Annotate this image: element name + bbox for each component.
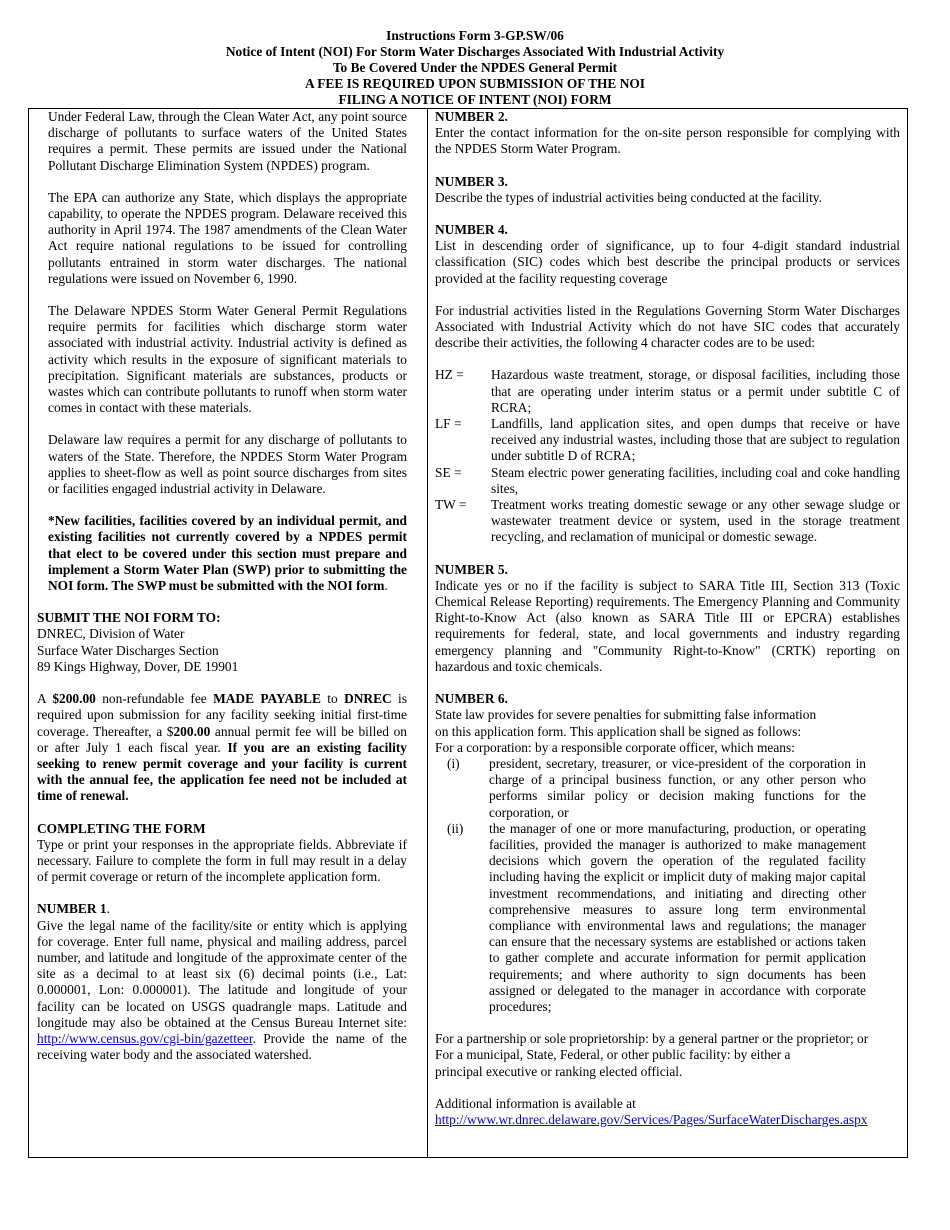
number-6-line-2: on this application form. This application shall be signed as follows: (435, 723, 802, 739)
code-key: LF = (435, 416, 462, 432)
fee-text-d: is required upon submission for any facility seeking initial first-time coverage. Thereafter, a $ (37, 691, 407, 739)
list-item (435, 367, 900, 416)
completing-heading: COMPLETING THE FORM (37, 820, 206, 836)
address-line-2: Surface Water Discharges Section (37, 642, 219, 658)
municipal-line-2: principal executive or ranking elected official. (435, 1063, 683, 1079)
form-subtitle: To Be Covered Under the NPDES General Permit (332, 60, 618, 75)
number-6-line-1: State law provides for severe penalties for submitting false information (435, 707, 817, 723)
list-item (435, 756, 900, 821)
roman-numeral: (i) (447, 755, 460, 771)
code-key: TW = (435, 497, 467, 513)
number-3-heading: NUMBER 3. (435, 173, 508, 189)
number-1-body: Give the legal name of the facility/site or entity which is applying for coverage. Enter full name, physical and mailing address, parcel number, and latitude and longitude of the approximate center of the site as a decimal to at least six (6) decimal points (i.e., Lat: 0.000001, Lon: 0.000001). The latitude and longitude of your facility can be located on USGS quadrangle maps. Latitude and longitude may also be obtained at the Census Bureau Internet site: (37, 917, 407, 1030)
fee-text-e: annual permit fee will be billed on or after July 1 each fiscal year. (37, 723, 407, 755)
right-column (435, 109, 900, 1128)
annual-fee-amount: 200.00 (173, 723, 211, 739)
fee-text-c: to (320, 691, 345, 707)
section-title: FILING A NOTICE OF INTENT (NOI) FORM (338, 92, 612, 107)
code-description: Steam electric power generating facilities, including coal and coke handling sites, (491, 464, 900, 496)
number-4-text-2: For industrial activities listed in the Regulations Governing Storm Water Discharges Associated with Industrial Activity which do not have SIC codes that accurately describe their activities, the following 4 character codes are to be used: (435, 302, 900, 351)
fee-notice: A FEE IS REQUIRED UPON SUBMISSION OF THE NOI (304, 76, 646, 91)
number-1-heading-row (37, 901, 407, 917)
roman-numeral: (ii) (447, 820, 464, 836)
number-2-heading: NUMBER 2. (435, 109, 508, 124)
delaware-law-paragraph: Delaware law requires a permit for any discharge of pollutants to waters of the State. Therefore, the NPDES Storm Water Program applies to sheet-flow as well as point source discharges from sites or facilities engaged industrial activity in Delaware. (48, 432, 407, 497)
fee-payable: MADE PAYABLE (213, 691, 321, 707)
form-header (0, 28, 950, 108)
number-6-heading: NUMBER 6. (435, 691, 508, 707)
renewal-fee-notice: If you are an existing facility seeking to renew permit coverage and your facility is current with the annual fee, the application fee need not be included at time of renewal. (37, 739, 407, 804)
number-5-heading: NUMBER 5. (435, 561, 508, 577)
instructions-frame (28, 108, 908, 1158)
surface-water-discharges-link[interactable]: http://www.wr.dnrec.delaware.gov/Services/Pages/SurfaceWaterDischarges.aspx (435, 1111, 868, 1127)
number-1-heading: NUMBER 1 (37, 901, 107, 917)
number-4-text: List in descending order of significance, up to four 4-digit standard industrial classification (SIC) codes which best describe the principal products or services provided at the facility requesting coverage (435, 238, 900, 286)
list-item (435, 416, 900, 465)
fee-paragraph (37, 691, 407, 804)
left-column (37, 109, 407, 1063)
number-1-end: . Provide the name of the receiving water body and the associated watershed. (37, 1030, 407, 1063)
address-line-3: 89 Kings Highway, Dover, DE 19901 (37, 658, 239, 674)
form-number-title: Instructions Form 3-GP.SW/06 (386, 28, 564, 43)
delaware-regulations-paragraph: The Delaware NPDES Storm Water General Permit Regulations require permits for facilities which discharge storm water associated with industrial activity. Industrial activity is defined as activity which results in the exposure of significant materials to precipitation. Significant materials are substances, products or wastes which can contribute pollutants to runoff when storm water comes in contact with these materials. (48, 303, 407, 416)
number-6-line-3: For a corporation: by a responsible corporate officer, which means: (435, 739, 795, 755)
submit-heading: SUBMIT THE NOI FORM TO: (37, 610, 221, 626)
number-1-text (37, 918, 407, 1064)
code-key: HZ = (435, 367, 464, 383)
fee-amount: $200.00 (52, 691, 96, 707)
fee-text-a: A (37, 691, 53, 707)
code-key: SE = (435, 464, 462, 480)
address-line-1: DNREC, Division of Water (37, 626, 185, 642)
new-facilities-notice (37, 513, 407, 594)
number-3-text: Describe the types of industrial activities being conducted at the facility. (435, 189, 822, 205)
form-title: Notice of Intent (NOI) For Storm Water Discharges Associated With Industrial Activity (225, 44, 725, 59)
number-2-text: Enter the contact information for the on-site person responsible for complying with the NPDES Storm Water Program. (435, 125, 900, 157)
partnership-text: For a partnership or sole proprietorship: by a general partner or the proprietor; or (435, 1031, 869, 1047)
corporate-officer-list (435, 756, 900, 1015)
list-item (435, 465, 900, 497)
number-1-dot: . (106, 901, 110, 917)
new-facilities-period: . (384, 578, 388, 594)
list-item (435, 497, 900, 546)
additional-info-text: Additional information is available at (435, 1095, 636, 1111)
column-divider (427, 109, 428, 1157)
activity-codes-list (435, 367, 900, 545)
code-description: Landfills, land application sites, and open dumps that receive or have received any industrial wastes, including those that are subject to regulation under subtitle D of RCRA; (491, 416, 900, 464)
list-item (435, 821, 900, 1015)
new-facilities-text: *New facilities, facilities covered by an individual permit, and existing facilities not currently covered by a NPDES permit that elect to be covered under this section must prepare and implement a Storm Water Plan (SWP) prior to submitting the NOI form. The SWP must be submitted with the NOI form (48, 513, 407, 594)
census-gazetteer-link[interactable]: http://www.census.gov/cgi-bin/gazetteer (37, 1030, 253, 1046)
code-description: Hazardous waste treatment, storage, or disposal facilities, including those that are operating under interim status or a permit under subtitle C of RCRA; (491, 367, 900, 415)
completing-text: Type or print your responses in the appropriate fields. Abbreviate if necessary. Failure to complete the form in full may result in a delay of permit coverage or return of the incomplete application form. (37, 836, 407, 885)
roman-description: the manager of one or more manufacturing, production, or operating facilities, provided the manager is authorized to make management decisions which govern the operation of the regulated facility including having the explicit or implicit duty of making major capital investment recommendations, and initiating and directing other comprehensive measures to assure long term environmental compliance with environmental laws and regulations; the manager can ensure that the necessary systems are established or actions taken to gather complete and accurate information for permit application requirements; and where authority to sign documents has been assigned or delegated to the manager in accordance with corporate procedures; (489, 820, 866, 1014)
epa-paragraph: The EPA can authorize any State, which displays the appropriate capability, to operate the NPDES program. Delaware received this authority in April 1974. The 1987 amendments of the Clean Water Act require national regulations to be issued for controlling pollutants entrained in storm water discharges. The national regulations were issued on November 6, 1990. (48, 189, 407, 286)
number-4-heading: NUMBER 4. (435, 222, 508, 238)
fee-payee: DNREC (344, 691, 392, 707)
municipal-line-1: For a municipal, State, Federal, or other public facility: by either a (435, 1047, 791, 1063)
roman-description: president, secretary, treasurer, or vice-president of the corporation in charge of a principal business function, or any other person who performs similar policy or decision making functions for the corporation, or (489, 755, 866, 820)
number-5-text: Indicate yes or no if the facility is subject to SARA Title III, Section 313 (Toxic Chemical Release Reporting) requirements. The Emergency Planning and Community Right-to-Know Act (also known as SARA Title III or EPCRA) establishes requirements for federal, state, and local governments and industry regarding emergency planning and "Community Right-to-Know" (CRTK) reporting on hazardous and toxic chemicals. (435, 577, 900, 674)
federal-law-paragraph: Under Federal Law, through the Clean Water Act, any point source discharge of pollutants to surface waters of the United States requires a permit. These permits are issued under the National Pollutant Discharge Elimination System (NPDES) program. (48, 109, 407, 173)
code-description: Treatment works treating domestic sewage or any other sewage sludge or wastewater treatment device or system, used in the storage treatment recycling, and reclamation of municipal or domestic sewage. (491, 497, 900, 545)
fee-text-b: non-refundable fee (95, 691, 214, 707)
